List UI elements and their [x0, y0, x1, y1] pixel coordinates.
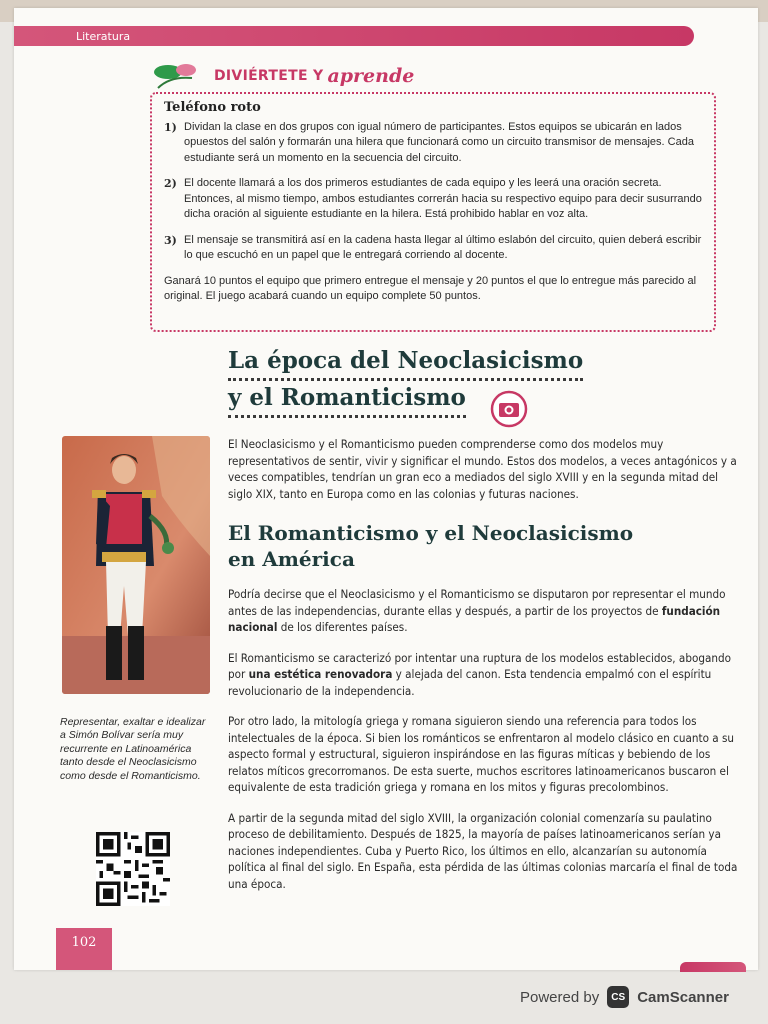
- step-text: El docente llamará a los dos primeros estudiantes de cada equipo y les leerá una oración secreta. Entonces, al mismo tiempo, ambos estudiantes correrán hacia su respectivo equipo para decir susurrando dicha oración al siguiente estudiante en la hilera. Está prohibido hablar en voz alta.: [184, 177, 702, 220]
- camscanner-icon: CS: [607, 986, 629, 1008]
- activity-closing: Ganará 10 puntos el equipo que primero entregue el mensaje y 20 puntos el que lo entregue más parecido al original. El juego acabará cuando un equipo complete 50 puntos.: [164, 274, 697, 302]
- activity-step: [164, 233, 704, 264]
- camscanner-name: CamScanner: [637, 988, 729, 1006]
- p1-text-a: Podría decirse que el Neoclasicismo y el Romanticismo se disputaron por representar el mundo antes de las independencias, durante ellas y después, a partir de los proyectos de: [228, 587, 726, 618]
- portrait-caption: Representar, exaltar e idealizar a Simón Bolívar sería muy recurrente en Latinoamérica tanto desde el Neoclasicismo como desde el Romanticismo.: [60, 715, 206, 782]
- p2-text-b: y alejada del canon. Esta tendencia empalmó con el espíritu revolucionario de la independencia.: [228, 667, 712, 698]
- qr-code-icon[interactable]: [96, 832, 170, 906]
- main-title-line2: y el Romanticismo: [228, 381, 466, 418]
- powered-by-text: Powered by: [520, 988, 600, 1006]
- intro-text: El Neoclasicismo y el Romanticismo pueden comprenderse como dos modelos muy representativos de sentir, vivir y significar el mundo. Estos dos modelos, a veces antagónicos y a veces compatibles, tendrían un gran eco a mediados del siglo XVIII y en la segunda mitad del siglo XIX, tanto en Europa como en las colonias y futuras naciones.: [228, 437, 737, 501]
- step-number: 2): [164, 177, 177, 190]
- scanner-watermark: [520, 986, 729, 1008]
- activity-banner: [150, 62, 414, 90]
- step-text: Dividan la clase en dos grupos con igual número de participantes. Estos equipos se ubicarán en lados opuestos del salón y formarán una hilera que funcionará como un circuito transmisor de mensajes. Cada estudiante será un momento en la secuencia del circuito.: [184, 120, 694, 164]
- banner-text: DIVIÉRTETE Y: [214, 68, 324, 84]
- step-number: 1): [164, 120, 177, 134]
- activity-step: [164, 176, 704, 223]
- intro-paragraph: [228, 436, 740, 502]
- p1-text-b: de los diferentes países.: [277, 620, 408, 634]
- body-paragraphs: [228, 586, 740, 892]
- p1-bold: fundación nacional: [228, 603, 721, 634]
- banner-text-aprende: aprende: [327, 65, 415, 87]
- paragraph-1: [228, 586, 740, 636]
- p2-bold: una estética renovadora: [248, 667, 393, 681]
- section-label: Literatura: [76, 30, 131, 43]
- activity-step: [164, 120, 704, 167]
- paragraph-4: A partir de la segunda mitad del siglo XVIII, la organización colonial comenzaría su paulatino proceso de debilitamiento. Después de 1825, la mayoría de países latinoamericanos serían ya naciones independientes. Cuba y Puerto Rico, los últimos en ello, alcanzarían su autonomía política al final del siglo. En España, esta pérdida de las últimas colonias marcaría el final de toda una época.: [228, 810, 738, 891]
- main-title-line1: La época del Neoclasicismo: [228, 344, 583, 381]
- main-title: [228, 344, 588, 418]
- step-text: El mensaje se transmitirá así en la cadena hasta llegar al último eslabón del circuito, quien deberá escribir lo que escuchó en un papel que le entregará corriendo al docente.: [184, 233, 702, 261]
- activity-box: [150, 92, 716, 332]
- paragraph-2: [228, 650, 740, 700]
- activity-title: Teléfono roto: [164, 100, 261, 115]
- leaf-decoration-icon: [150, 62, 210, 90]
- p2-text-a: El Romanticismo se caracterizó por intentar una ruptura de los modelos establecidos, abogando por: [228, 650, 731, 681]
- bolivar-portrait-image: [62, 436, 210, 694]
- section-subtitle: [228, 520, 688, 572]
- subtitle-line2: en América: [228, 547, 355, 571]
- step-number: 3): [164, 233, 177, 247]
- page-number: 102: [56, 928, 112, 970]
- camera-icon: [490, 390, 528, 428]
- paragraph-3: Por otro lado, la mitología griega y romana siguieron siendo una referencia para todos los intelectuales de la época. Si bien los románticos se enfrentaron al modelo clásico en cuanto a su aspecto formal y estructural, siguieron inspirándose en las figuras míticas y bebiendo de los relatos míticos grecorromanos. De esta suerte, muchos escritores latinoamericanos buscaron el equivalente de esta tradición griega y romana en los mitos y figuras precolombinos.: [228, 714, 735, 794]
- publisher-logo-mark: [680, 962, 746, 972]
- subtitle-line1: El Romanticismo y el Neoclasicismo: [228, 521, 634, 545]
